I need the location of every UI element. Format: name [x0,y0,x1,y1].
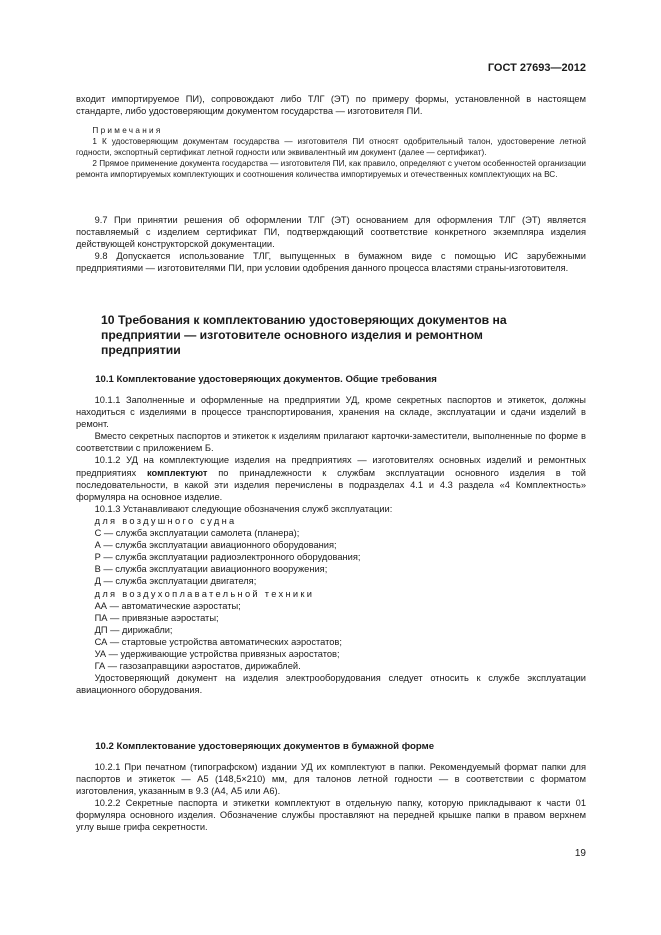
air-service-item: С — служба эксплуатации самолета (планера); [94,528,300,539]
clauses-9 [76,214,586,274]
clause-10-1-1: 10.1.1 Заполненные и оформленные на предприятии УД, кроме секретных паспортов и этикеток, должны находиться с изделиями в процессе транспортирования, хранения на складе, эксплуатации и сдачи изделий в ремонт. [76,395,586,430]
clause-10-1-2-bold: комплектуют [146,467,208,478]
section-10-2 [76,741,586,834]
clause-10-1-2-a: 10.1.2 УД на комплектующие изделия на предприятиях — изготовителях основных изделий и ремонтных предприятиях [76,455,586,478]
section-10-1 [76,374,586,696]
clause-10-1-1-b: Вместо секретных паспортов и этикеток к изделиям прилагают карточки-заместители, выполненные по форме в соответствии с приложением Б. [76,431,586,454]
notes-block [76,126,586,181]
air-service-item: Р — служба эксплуатации радиоэлектронного оборудования; [94,552,361,563]
air-service-item: А — служба эксплуатации авиационного оборудования; [94,540,337,551]
section-10-1-title: 10.1 Комплектование удостоверяющих документов. Общие требования [95,374,437,385]
clause-9-8: 9.8 Допускается использование ТЛГ, выпущенных в бумажном виде с помощью ИС зарубежными предприятиями — изготовителями ПИ, при условии одобрения данного процесса властями страны-изготовителя. [76,251,586,274]
aero-service-item: АА — автоматические аэростаты; [94,600,241,611]
clause-9-7: 9.7 При принятии решения об оформлении ТЛГ (ЭТ) основанием для оформления ТЛГ (ЭТ) является поставляемый с изделием сертификат ПИ, подтверждающий соответствие конкретного экземпляра изделия действующей конструкторской документации. [76,215,586,250]
document-code: ГОСТ 27693—2012 [487,62,586,74]
note-2: 2 Прямое применение документа государства — изготовителя ПИ, как правило, определяют с учетом особенностей организации ремонта импортируемых комплектующих и соотношения количества импортируемых и отечественных комплектующих на ВС. [76,158,586,179]
aero-service-item: ПА — привязные аэростаты; [94,612,219,623]
aero-service-item: ГА — газозаправщики аэростатов, дирижаблей. [94,661,301,672]
air-service-item: В — служба эксплуатации авиационного вооружения; [94,564,328,575]
section-10-2-title: 10.2 Комплектование удостоверяющих документов в бумажной форме [95,741,435,752]
section-10-title: 10 Требования к комплектованию удостоверяющих документов на предприятии — изготовителе основного изделия и ремонтном предприятии [101,313,507,357]
clause-10-2-2: 10.2.2 Секретные паспорта и этикетки комплектуют в отдельную папку, которую прикладывают к части 01 формуляра основного изделия. Обозначение службы проставляют на передней крышке папки в правом верхнем углу выше грифа секретности. [76,798,586,833]
intro-block [76,93,586,117]
intro-paragraph: входит импортируемое ПИ), сопровождают либо ТЛГ (ЭТ) по примеру формы, установленной в настоящем стандарте, либо удостоверяющим документом государства — изготовителя ПИ. [76,94,586,117]
air-service-item: Д — служба эксплуатации двигателя; [94,576,257,587]
aero-service-item: УА — удерживающие устройства привязных аэростатов; [94,648,340,659]
clause-10-1-2 [76,454,586,502]
aero-services-title: для воздухоплавательной техники [94,588,315,599]
aero-service-item: СА — стартовые устройства автоматических аэростатов; [94,636,342,647]
clause-10-2-1: 10.2.1 При печатном (типографском) издании УД их комплектуют в папки. Рекомендуемый формат папки для паспортов и этикеток — А5 (148,5×210) мм, для талонов летной годности — в соответствии с форматом изготовления, указанным в 9.3 (А4, А5 или А6). [76,762,586,797]
section-10-heading-block [101,313,561,358]
clause-10-1-3-final: Удостоверяющий документ на изделия электрооборудования следует относить к службе эксплуатации авиационного оборудования. [76,673,586,696]
note-1: 1 К удостоверяющим документам государства — изготовителя ПИ относят одобрительный талон, удостоверение летной годности, экспортный сертификат летной годности или эквивалентный им документ (далее — сертификат). [76,136,586,157]
air-services-title: для воздушного судна [94,515,237,526]
notes-title: Примечания [92,126,163,135]
page-number: 19 [574,848,586,859]
clause-10-1-3: 10.1.3 Устанавливают следующие обозначения служб эксплуатации: [94,503,393,514]
aero-service-item: ДП — дирижабли; [94,624,173,635]
clause-10-1-2-b: по принадлежности к службам эксплуатации основного изделия в той последовательности, в какой эти изделия перечислены в подразделах 4.1 и 4.3 раздела «4 Комплектность» формуляра на основное изделие. [76,467,586,502]
